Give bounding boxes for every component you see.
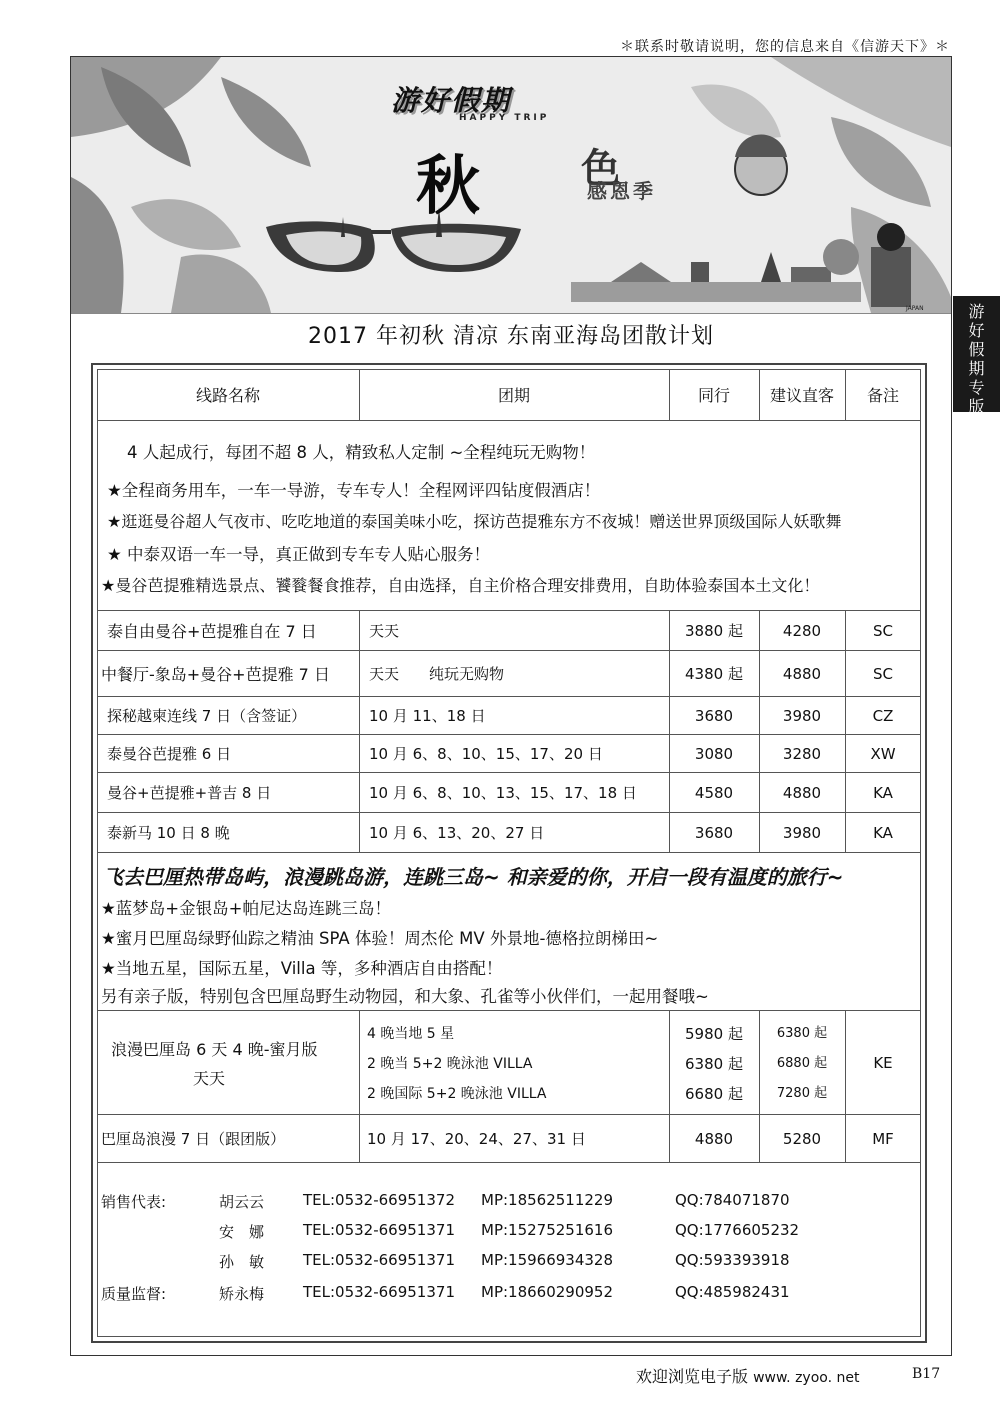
brand-logo-subtext: HAPPY TRIP	[459, 113, 550, 123]
route-note: SC	[873, 664, 893, 683]
page-number: B17	[912, 1366, 941, 1382]
brand-logo-text: 游好假期	[391, 84, 512, 117]
side-tab-happy-trip	[953, 296, 1000, 416]
trade-price: 3680	[694, 706, 734, 725]
route-option: 4 晚当地 5 星	[367, 1026, 455, 1042]
route-name-sub: 天天	[193, 1069, 226, 1088]
route-date: 10 月 17、20、24、27、31 日	[367, 1130, 586, 1148]
thai-highlights	[97, 421, 921, 611]
route-note: KA	[873, 783, 893, 802]
retail-price: 5280	[782, 1129, 822, 1148]
header-note: 备注	[866, 386, 899, 405]
plan-title: 2017 年初秋 清凉 东南亚海岛团散计划	[308, 324, 714, 349]
route-date: 10 月 6、13、20、27 日	[369, 824, 545, 842]
bali-highlight-line: ★蜜月巴厘岛绿野仙踪之精油 SPA 体验！周杰伦 MV 外景地-德格拉朗梯田~	[101, 929, 659, 948]
side-tab-char: 好	[968, 321, 985, 340]
trade-price: 3080	[694, 744, 734, 763]
bali-highlights	[97, 853, 921, 1011]
route-name-main: 浪漫巴厘岛 6 天 4 晚-蜜月版	[111, 1040, 318, 1059]
page-frame	[70, 56, 952, 1356]
side-tab-char: 专	[968, 378, 985, 397]
table-row	[97, 611, 921, 651]
retail-price: 7280 起	[776, 1086, 828, 1101]
route-option: 2 晚当 5+2 晚泳池 VILLA	[367, 1056, 533, 1072]
contact-mobile: MP:15966934328	[481, 1251, 614, 1269]
side-tab-char: 版	[968, 397, 985, 416]
route-date: 10 月 11、18 日	[369, 707, 486, 725]
contact-mobile: MP:18562511229	[481, 1191, 614, 1209]
route-name: 曼谷+芭提雅+普吉 8 日	[107, 784, 272, 802]
contact-tel: TEL:0532-66951371	[303, 1283, 455, 1301]
route-note: KE	[873, 1053, 893, 1072]
trade-price: 4880	[694, 1129, 734, 1148]
retail-price: 4880	[782, 783, 822, 802]
table-row	[97, 697, 921, 735]
side-tab-char: 假	[968, 340, 985, 359]
route-options	[367, 1011, 669, 1114]
side-tab-char: 期	[968, 359, 985, 378]
retail-price: 6380 起	[776, 1026, 828, 1041]
retail-price: 6880 起	[776, 1056, 828, 1071]
route-name: 探秘越柬连线 7 日（含签证）	[107, 707, 307, 725]
trade-price: 4380 起	[685, 665, 743, 683]
trade-price: 6380 起	[685, 1055, 743, 1073]
contact-name: 孙 敏	[219, 1253, 265, 1271]
sales-label: 销售代表:	[101, 1193, 167, 1211]
route-date: 天天 纯玩无购物	[369, 665, 505, 683]
table-row	[97, 773, 921, 813]
bali-headline: 飞去巴厘热带岛屿，浪漫跳岛游，连跳三岛~ 和亲爱的你，开启一段有温度的旅行~	[103, 865, 844, 889]
trade-price: 5980 起	[685, 1025, 743, 1043]
route-name: 泰曼谷芭提雅 6 日	[107, 745, 232, 763]
route-name: 泰新马 10 日 8 晚	[107, 824, 230, 842]
route-date: 天天	[369, 622, 400, 640]
table-row	[97, 1011, 921, 1115]
header-trade: 同行	[697, 386, 730, 405]
retail-price: 4880	[782, 664, 822, 683]
table-row	[97, 1115, 921, 1163]
thai-highlight-line: ★曼谷芭提雅精选景点、饕餮餐食推荐，自由选择，自主价格合理安排费用，自助体验泰国本土文化！	[101, 576, 820, 595]
thanks-season-text: 感恩季	[587, 179, 656, 203]
bali-highlight-line: ★当地五星，国际五星，Villa 等，多种酒店自由搭配！	[101, 959, 503, 978]
footer-url[interactable]: www. zyoo. net	[753, 1370, 860, 1386]
contact-qq: QQ:485982431	[675, 1283, 790, 1301]
japan-label: JAPAN	[906, 305, 924, 312]
contact-tel: TEL:0532-66951371	[303, 1221, 455, 1239]
route-date: 10 月 6、8、10、15、17、20 日	[369, 745, 603, 763]
route-note: CZ	[872, 706, 894, 725]
retail-price: 3980	[782, 706, 822, 725]
route-name: 泰自由曼谷+芭提雅自在 7 日	[107, 622, 317, 641]
retail-prices	[759, 1011, 845, 1114]
quality-label: 质量监督:	[101, 1285, 167, 1303]
side-tab-char: 游	[968, 302, 985, 321]
route-date: 10 月 6、8、10、13、15、17、18 日	[369, 784, 637, 802]
table-row	[97, 735, 921, 773]
trade-price: 4580	[694, 783, 734, 802]
route-name: 巴厘岛浪漫 7 日（跟团版）	[101, 1130, 286, 1148]
contact-tel: TEL:0532-66951372	[303, 1191, 455, 1209]
contact-name: 胡云云	[219, 1193, 265, 1211]
route-name	[111, 1011, 359, 1114]
retail-price: 4280	[782, 621, 822, 640]
retail-price: 3280	[782, 744, 822, 763]
retail-price: 3980	[782, 823, 822, 842]
table-header-row	[97, 369, 921, 421]
route-note: KA	[873, 823, 893, 842]
contact-qq: QQ:1776605232	[675, 1221, 800, 1239]
contact-name: 矫永梅	[219, 1285, 265, 1303]
contact-qq: QQ:784071870	[675, 1191, 790, 1209]
table-row	[97, 813, 921, 853]
route-option: 2 晚国际 5+2 晚泳池 VILLA	[367, 1086, 547, 1102]
thai-highlight-line: ★ 中泰双语一车一导，真正做到专车专人贴心服务！	[107, 545, 491, 564]
trade-price: 6680 起	[685, 1085, 743, 1103]
table-row	[97, 651, 921, 697]
contact-name: 安 娜	[219, 1223, 265, 1241]
route-note: SC	[873, 621, 893, 640]
header-route: 线路名称	[195, 386, 260, 405]
autumn-headline-small: 色	[581, 145, 621, 192]
contact-mobile: MP:18660290952	[481, 1283, 614, 1301]
contact-mobile: MP:15275251616	[481, 1221, 614, 1239]
route-note: MF	[872, 1129, 894, 1148]
footer	[636, 1364, 859, 1387]
thai-highlight-line: 4 人起成行，每团不超 8 人，精致私人定制 ~全程纯玩无购物！	[127, 443, 596, 462]
trade-prices	[669, 1011, 759, 1114]
thai-highlight-line: ★全程商务用车，一车一导游，专车专人！全程网评四钻度假酒店！	[107, 481, 601, 500]
bali-highlight-line: ★蓝梦岛+金银岛+帕尼达岛连跳三岛！	[101, 899, 391, 918]
promo-banner	[71, 57, 951, 314]
source-note: ＊联系时敬请说明，您的信息来自《信游天下》＊	[620, 39, 950, 55]
trade-price: 3680	[694, 823, 734, 842]
autumn-headline: 秋	[416, 149, 474, 224]
header-date: 团期	[497, 386, 530, 405]
header-retail: 建议直客	[769, 386, 834, 405]
footer-text: 欢迎浏览电子版	[636, 1367, 749, 1386]
contact-tel: TEL:0532-66951371	[303, 1251, 455, 1269]
contact-qq: QQ:593393918	[675, 1251, 790, 1269]
thai-highlight-line: ★逛逛曼谷超人气夜市、吃吃地道的泰国美味小吃，探访芭提雅东方不夜城！赠送世界顶级国际人妖歌舞	[107, 512, 842, 531]
bali-highlight-line: 另有亲子版，特别包含巴厘岛野生动物园，和大象、孔雀等小伙伴们，一起用餐哦~	[101, 987, 709, 1006]
route-note: XW	[870, 744, 896, 763]
trade-price: 3880 起	[685, 622, 743, 640]
route-name: 中餐厅-象岛+曼谷+芭提雅 7 日	[101, 665, 330, 684]
